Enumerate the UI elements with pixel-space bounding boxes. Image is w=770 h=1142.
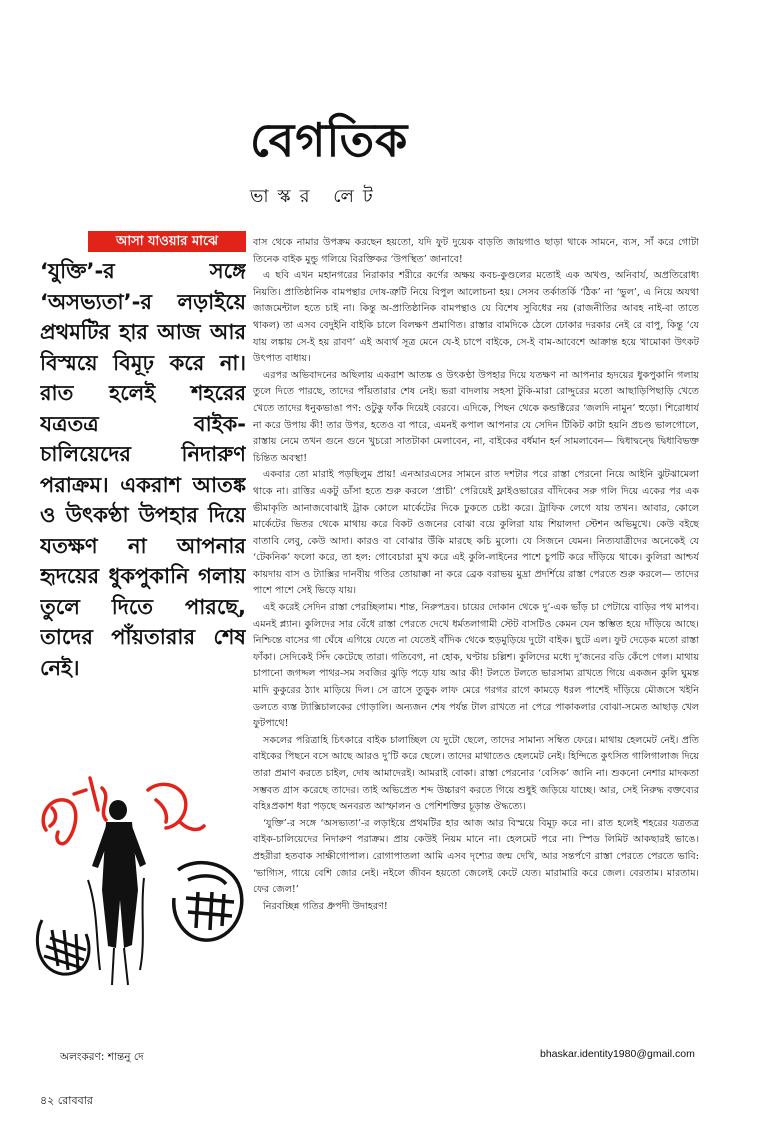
paragraph: এ ছবি এখন মহানগরের নিরাকার শরীরে কর্ণের অক্ষয় কবচ-কুণ্ডলের মতোই এক অখণ্ড, অনিবার্য, অপ্রতিরোধ্য নিয়তি। প্রাতিষ্ঠানিক বামপন্থার দোষ-ত্রুটি নিয়ে বিপুল আলোচনা হয়। সেসব তর্কাতর্কি ‘ঠিক’ না ‘ভুল’, এ নিয়ে অযথা জাজমেন্টাল হতে চাই না। কিন্তু অ-প্রাতিষ্ঠানিক বামপন্থাও যে বিশেষ সুবিধের নয় (রাজনীতির আবহ নাই-বা তাতে থাকল) তা এসব বেদুইনি বাইকি চালে বিলক্ষণ প্রমাণিত। রাস্তার বামদিকে ঠেলে ঢোকার দরকার নেই রে বাপু, কিন্তু ‘যে যায় লঙ্কায় সে-ই হয় রাবণ’ এই অব্যর্থ সূত্র মেনে যে-ই চাপে বাইকে, সে-ই বাম-আবেশে আক্রান্ত হয়ে খামোকা উৎকট উৎপাত বাধায়। (253, 270, 699, 365)
illustration-drawing (28, 770, 250, 1040)
paragraph: একবার তো মারাই পড়ছিলুম প্রায়! এনআরএসের সামনে রাত দশটার পরে রাস্তা পেরনো নিয়ে আইনি ঝুটঝামেলা থাকে না। রাত্তির একটু ডাঁসা হতে শুরু করলে ‘প্রাচী’ পেরিয়েই ফ্লাইওভারের বাঁদিকের সরু গলি দিয়ে একের পর এক ভীমাকৃতি আনাজবোঝাই ট্রাক কোলে মার্কেটের দিকে ঢুকতে চেষ্টা করে। ট্রাফিক লেগে যায় তখন। আবার, কোলে মার্কেটের ভিতর থেকে মাথায় করে বিকট ওজনের বোঝা বয়ে কুলিরা যায় শিয়ালদা স্টেশন অভিমুখে। কেউ বইছে বাতাবি লেবু, কেউ আদা। কারও বা বোঝার উঁকি মারছে কচি মুলো। যে সিজনে যেমন। নিত্যযাত্রীদের অনেকেই যে ‘টেকনিক’ ফলো করে, তা হল: গোবেচারা মুখ করে এই কুলি-লাইনের পাশে চুপটি করে দাঁড়িয়ে থাকে। কুলিরা আশ্চর্য কায়দায় বাস ও ট্যাক্সির দানবীয় গতির তোয়াক্কা না করে ব্রেক বরাভয় মুদ্রা প্রদর্শিয়ে রাস্তা পেরতে শুরু করলে— তাদের পাশে পাশে সেই ভিড়ে যায়। (253, 469, 699, 597)
article-body (253, 235, 699, 1035)
page-number: ৪২ রোববার (40, 1094, 93, 1107)
right-face (174, 863, 242, 940)
paragraph: নিরবচ্ছিন্ন গতির ধ্রুপদী উদাহরণ! (263, 900, 388, 912)
paragraph: ‘যুক্তি’-র সঙ্গে ‘অসভ্যতা’-র লড়াইয়ে প্রথমটির হার আজ আর বিস্ময়ে বিমূঢ় করে না। রাত হলেই শহরের যত্রতত্র বাইক-চালিয়েদের নিদারুণ পরাক্রম। প্রায় কেউই নিয়ম মানে না। হেলমেট পরে না। স্পিড লিমিট আকছারই ভাঙে। প্রহরীরা হতবাক সাক্ষীগোপাল। রোগাপাতলা আমি এসব দৃশ্যের জন্ম দেখি, আর সন্তর্পণে রাস্তা পেরতে পেরতে ভাবি: ‘ভাগ্যিস, গায়ে বেশি জোর নেই। নইলে জীবন হয়তো জেলেই কেটে যেত। মারামারি করে জেল। বেরতাম। মারতাম। ফের জেল!’ (253, 817, 699, 896)
pull-quote: ‘যুক্তি’-র সঙ্গে ‘অসভ্যতা’-র লড়াইয়ে প্রথমটির হার আজ আর বিস্ময়ে বিমূঢ় করে না। রাত হলেই শহরের যত্রতত্র বাইক-চালিয়েদের নিদারুণ পরাক্রম। একরাশ আতঙ্ক ও উৎকণ্ঠা উপহার দিয়ে যতক্ষণ না আপনার হৃদয়ের ধুকপুকানি গলায় তুলে দিতে পারছে, তাদের পাঁয়তারার শেষ নেই। (40, 259, 246, 680)
illustration-credit: অলংকরণ: শান্তনু দে (60, 1051, 144, 1063)
illustration (28, 770, 250, 1040)
author-email: bhaskar.identity1980@gmail.com (540, 1048, 695, 1060)
left-face (37, 920, 89, 974)
paragraph: এরপর অভিবাদনের অছিলায় একরাশ আতঙ্ক ও উৎকণ্ঠা উপহার দিয়ে যতক্ষণ না আপনার হৃদয়ের ধুকপুকানি গলায় তুলে দিতে পারছে, তাদের পাঁয়তারার শেষ নেই। ভরা বাদলায় সহসা টুকি-মারা রোদ্দুরের মতো আছাড়িপিছাড়ি খেতে খেতে তাদের ধনুকভাঙা পণ: ওটুকু ফাঁক দিয়েই বেরবে। এদিকে, পিছন থেকে কন্ডাক্টরের ‘জলদি নামুন’ হুড়ো। শিরোধার্য না করে উপায় কী! তার উপর, হতেও বা পারে, এমনই কপাল আপনার যে সেদিন টিকিট কাটা হয়নি প্রচণ্ড ভালগোলে, রাস্তায় নেমে তখন গুনে গুনে খুচরো সাতটাকা মেলাবেন, না, বাইকের বর্ধমান হর্ন সামলাবেন— দ্বিধাদ্বন্দ্বে দ্বিধাবিভক্ত চিন্তিত অবস্থা! (253, 369, 699, 464)
paragraph: সকলের পরিত্রাহি চিৎকারে বাইক চালাচ্ছিল যে দুটো ছেলে, তাদের সামান্য সম্বিত ফেরে। মাথায় হেলমেট নেই। প্রতি বাইকের পিছনে বসে আছে আরও দু’টি করে ছেলে। তাদের মাথাতেও হেলমেট নেই। হিন্দিতে কুৎসিত গালিগালাজ দিয়ে তারা প্রমাণ করতে চাইল, দোষ আমাদেরই। আমরাই বোকা। রাস্তা পেরনোর ‘বেসিক’ জানি না। শুকনো নেশার মাদকতা সম্ভবত গ্রাস করেছে তাদের। তাই অভিপ্রেত শব্দ উচ্চারণ করতে গিয়ে শুধুই জড়িয়ে যাচ্ছে। আর, সেই নিরুদ্ধ বক্তব্যের বহিঃপ্রকাশ ধরা পড়ছে অনবরত আস্ফালন ও পেশিশক্তির চূড়ান্ত ঔদ্ধত্যে। (253, 734, 699, 813)
author-byline: ভাস্কর লেট (250, 186, 382, 207)
page-title: বেগতিক (250, 113, 409, 167)
figure (92, 800, 146, 948)
paragraph: এই করেই সেদিন রাস্তা পেরচ্ছিলাম। শান্ত, নিরুপদ্রব। চায়ের দোকান থেকে দু’-এক ভাঁড় চা পেটায়ে বাড়ির পথ মাপব। এমনই প্ল্যান। কুলিদের সার বেঁধে রাস্তা পেরতে দেখে ধর্মতলাগামী স্টেট বাসটিও কেমন যেন স্তম্ভিত হয়ে দাঁড়িয়ে আছে। নিশ্চিন্তে বাসের গা ঘেঁষে এগিয়ে যেতে না যেতেই বাঁদিক থেকে হুড়মুড়িয়ে দুটো বাইক। ছুটে এল। ফুট দেড়েক মতো রাস্তা ফাঁকা। সেদিকেই সিঁদ কেটেছে তারা। গতিবেগ, না হোক, ঘণ্টায় চল্লিশ। কুলিদের মধ্যে দু’জনের বডি কেঁপে গেল। মাথায় চাপানো জগদ্দল পাথর-সম সবজির ঝুড়ি পড়ে যায় আর কী! টলতে টলতে ভারসাম্য রাখতে গিয়ে একজন কুলি ঘুমন্ত মাদি কুকুরের ঠ্যাং মাড়িয়ে দিল। সে ত্রাসে তুড়ুক লাফ মেরে গরগর রাগে কামড়ে ধরল পাশেই দাঁড়িয়ে মৌজসে খইনি ডলতে ব্যস্ত ট্যাক্সিচালকের গোড়ালি। অন্যজন শেষ পর্যন্ত টাল রাখতে না পেরে পাকাকলার বোঝা-সমেত আছাড় খেল ফুটপাথে! (253, 602, 699, 730)
column-tag: আসা যাওয়ার মাঝে (88, 231, 246, 252)
paragraph: বাস থেকে নামার উপক্রম করছেন হয়তো, যদি ফুট দুয়েক বাড়তি জায়গাও ছাড়া থাকে সামনে, ব্যস, সাঁ করে গোটা তিনেক বাইক মুন্ডু গলিয়ে বিরক্তিকর ‘উপস্থিত’ জানাবে! (253, 237, 699, 265)
